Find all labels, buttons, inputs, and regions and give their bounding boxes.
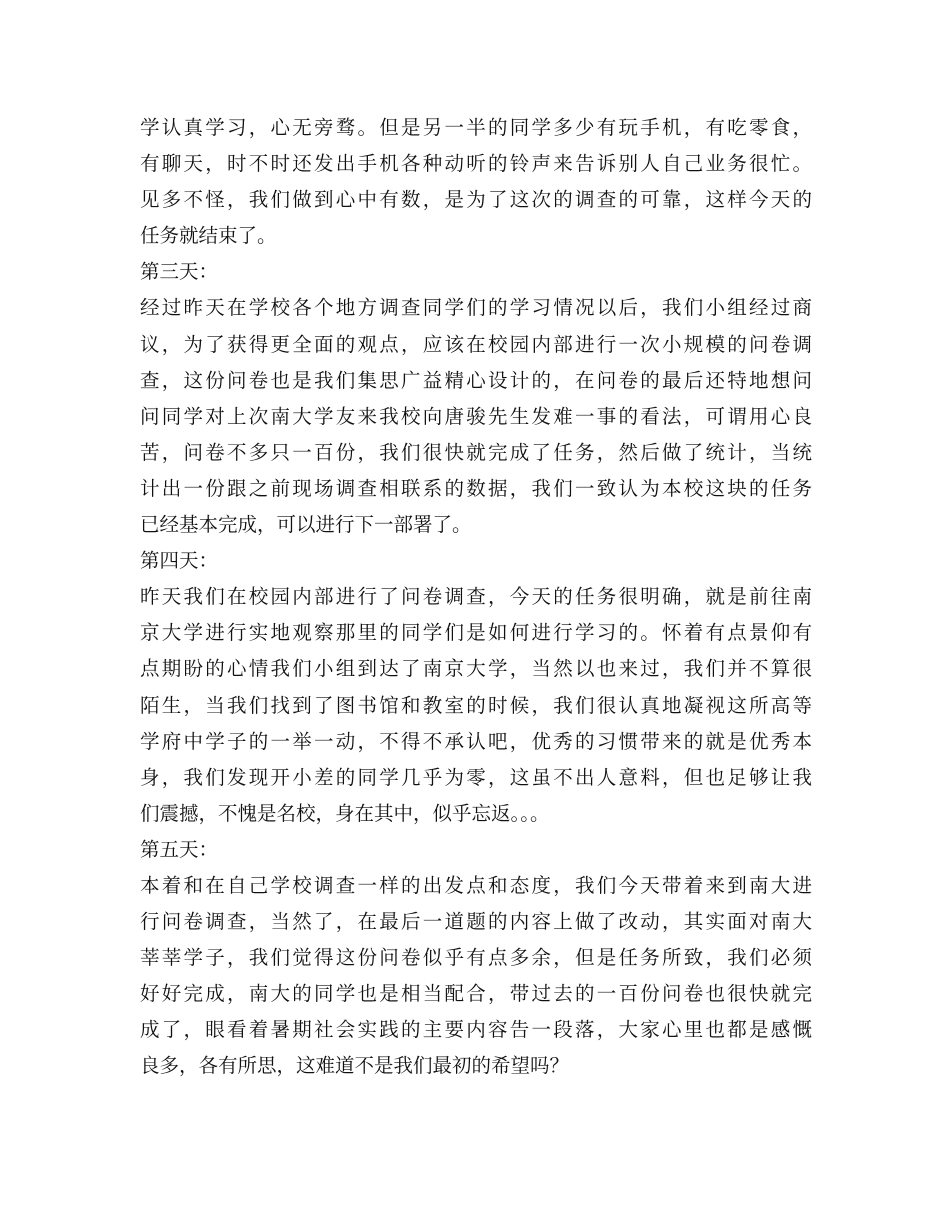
text-line: 良多，各有所思，这难道不是我们最初的希望吗？: [140, 1054, 570, 1078]
text-line: 京大学进行实地观察那里的同学们是如何进行学习的。怀着有点景仰有: [140, 621, 812, 645]
text-line: 好好完成，南大的同学也是相当配合，带过去的一百份问卷也很快就完: [140, 982, 812, 1006]
text-line: 计出一份跟之前现场调查相联系的数据，我们一致认为本校这块的任务: [140, 476, 812, 500]
text-line: 已经基本完成，可以进行下一部署了。: [140, 513, 472, 537]
text-line: 议，为了获得更全面的观点，应该在校园内部进行一次小规模的问卷调: [140, 332, 812, 356]
section-heading-day-5: 第五天：: [140, 837, 219, 861]
text-line: 经过昨天在学校各个地方调查同学们的学习情况以后，我们小组经过商: [140, 296, 812, 320]
text-line: 成了，眼看着暑期社会实践的主要内容告一段落，大家心里也都是感慨: [140, 1018, 812, 1042]
text-line: 问同学对上次南大学友来我校向唐骏先生发难一事的看法，可谓用心良: [140, 404, 812, 428]
text-line: 本着和在自己学校调查一样的出发点和态度，我们今天带着来到南大进: [140, 873, 812, 897]
text-line: 查，这份问卷也是我们集思广益精心设计的，在问卷的最后还特地想问: [140, 368, 812, 392]
section-heading-day-3: 第三天：: [140, 260, 219, 284]
text-line: 任务就结束了。: [140, 224, 277, 248]
text-line: 点期盼的心情我们小组到达了南京大学，当然以也来过，我们并不算很: [140, 657, 812, 681]
section-heading-day-4: 第四天：: [140, 549, 219, 573]
text-line: 学认真学习，心无旁骛。但是另一半的同学多少有玩手机，有吃零食，: [140, 116, 812, 139]
text-line: 见多不怪，我们做到心中有数，是为了这次的调查的可靠，这样今天的: [140, 188, 812, 212]
text-line: 们震撼，不愧是名校，身在其中，似乎忘返。。。: [140, 801, 550, 825]
text-line: 陌生，当我们找到了图书馆和教室的时候，我们很认真地凝视这所高等: [140, 693, 812, 717]
text-line: 莘莘学子，我们觉得这份问卷似乎有点多余，但是任务所致，我们必须: [140, 946, 812, 970]
text-line: 学府中学子的一举一动，不得不承认吧，优秀的习惯带来的就是优秀本: [140, 729, 812, 753]
text-line: 苦，问卷不多只一百份，我们很快就完成了任务，然后做了统计，当统: [140, 440, 812, 464]
text-line: 有聊天，时不时还发出手机各种动听的铃声来告诉别人自己业务很忙。: [140, 152, 812, 176]
text-line: 身，我们发现开小差的同学几乎为零，这虽不出人意料，但也足够让我: [140, 765, 812, 789]
text-line: 昨天我们在校园内部进行了问卷调查，今天的任务很明确，就是前往南: [140, 585, 812, 609]
document-body: [140, 110, 812, 1085]
text-line: 行问卷调查，当然了，在最后一道题的内容上做了改动，其实面对南大: [140, 910, 812, 934]
